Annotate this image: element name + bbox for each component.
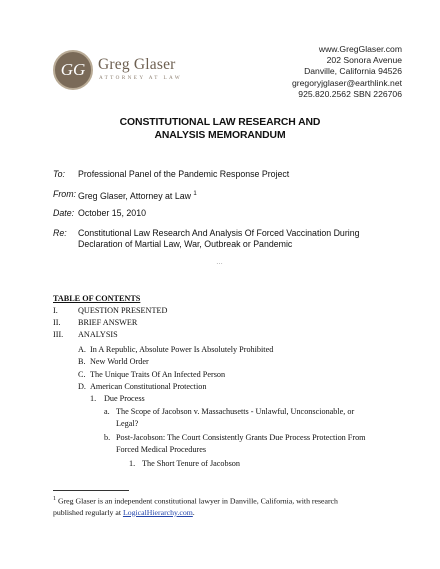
phone-sbn: 925.820.2562 SBN 226706	[298, 88, 402, 99]
email-link[interactable]: gregoryjglaser@earthlink.net	[292, 77, 402, 88]
toc-item-jacobson-scope-cont[interactable]: Legal?	[116, 419, 139, 428]
toc-num-a: A.	[78, 345, 86, 354]
toc-item-post-jacobson-cont[interactable]: Forced Medical Procedures	[116, 445, 207, 454]
toc-item-absolute-power[interactable]: In A Republic, Absolute Power Is Absolutely Prohibited	[90, 345, 274, 354]
footnote-ref[interactable]: 1	[193, 191, 197, 197]
toc-item-post-jacobson[interactable]: Post-Jacobson: The Court Consistently Grants Due Process Protection From	[116, 433, 366, 442]
street-address: 202 Sonora Avenue	[326, 55, 402, 66]
memo-title-line-1: CONSTITUTIONAL LAW RESEARCH AND	[119, 117, 321, 128]
memo-title	[0, 116, 440, 142]
memo-title-line-2: ANALYSIS MEMORANDUM	[154, 130, 286, 141]
toc-item-infected-person[interactable]: The Unique Traits Of An Infected Person	[90, 370, 226, 379]
toc-item-analysis[interactable]: ANALYSIS	[78, 330, 118, 339]
toc-item-jacobson-scope[interactable]: The Scope of Jacobson v. Massachusetts - Unlawful, Unconscionable, or	[116, 407, 355, 416]
re-label: Re:	[53, 228, 67, 238]
to-label: To:	[53, 169, 65, 179]
toc-num-b: B.	[78, 357, 86, 366]
toc-item-short-tenure[interactable]: The Short Tenure of Jacobson	[142, 459, 240, 468]
toc-num-d: D.	[78, 382, 86, 391]
footnote	[53, 494, 383, 518]
to-value: Professional Panel of the Pandemic Response Project	[78, 169, 290, 179]
toc-num-d1a: a.	[104, 407, 110, 416]
contact-block	[292, 44, 402, 100]
date-value: October 15, 2010	[78, 208, 146, 218]
from-value-wrap	[78, 189, 197, 202]
toc-num-d1b: b.	[104, 433, 111, 442]
footnote-text-1: Greg Glaser is an independent constitutional lawyer in Danville, California, with research	[56, 496, 338, 506]
toc-item-brief-answer[interactable]: BRIEF ANSWER	[78, 318, 138, 327]
logo-monogram: GG	[60, 60, 86, 79]
re-value: Constitutional Law Research And Analysis Of Forced Vaccination During Declaration of Martial Law, War, Outbreak or Pandemic	[78, 228, 360, 249]
footnote-marker: 1	[53, 496, 56, 502]
toc-num-d1b1: 1.	[129, 459, 136, 468]
footnote-end: .	[192, 507, 195, 517]
logo-name: Greg Glaser	[98, 56, 176, 73]
toc-item-due-process[interactable]: Due Process	[104, 394, 145, 403]
date-label: Date:	[53, 208, 75, 218]
footnote-divider	[53, 490, 129, 491]
city-address: Danville, California 94526	[304, 66, 402, 77]
toc-item-new-world-order[interactable]: New World Order	[90, 357, 149, 366]
section-ellipsis: …	[216, 259, 223, 266]
logical-hierarchy-link[interactable]: LogicalHierarchy.com	[122, 507, 193, 517]
toc-num-c: C.	[78, 370, 86, 379]
from-value: Greg Glaser, Attorney at Law	[78, 190, 191, 201]
from-label: From:	[53, 189, 76, 199]
toc-item-constitutional-protection[interactable]: American Constitutional Protection	[90, 382, 207, 391]
footnote-text-2: published regularly at	[53, 507, 123, 517]
toc-num-ii: II.	[53, 318, 61, 327]
website-link[interactable]: www.GregGlaser.com	[318, 44, 402, 54]
toc-num-d1: 1.	[90, 394, 97, 403]
toc-title: TABLE OF CONTENTS	[53, 294, 141, 303]
toc-item-question-presented[interactable]: QUESTION PRESENTED	[78, 306, 168, 315]
toc-num-i: I.	[53, 306, 58, 315]
logo-tagline: ATTORNEY AT LAW	[99, 75, 183, 81]
toc-num-iii: III.	[53, 330, 64, 339]
